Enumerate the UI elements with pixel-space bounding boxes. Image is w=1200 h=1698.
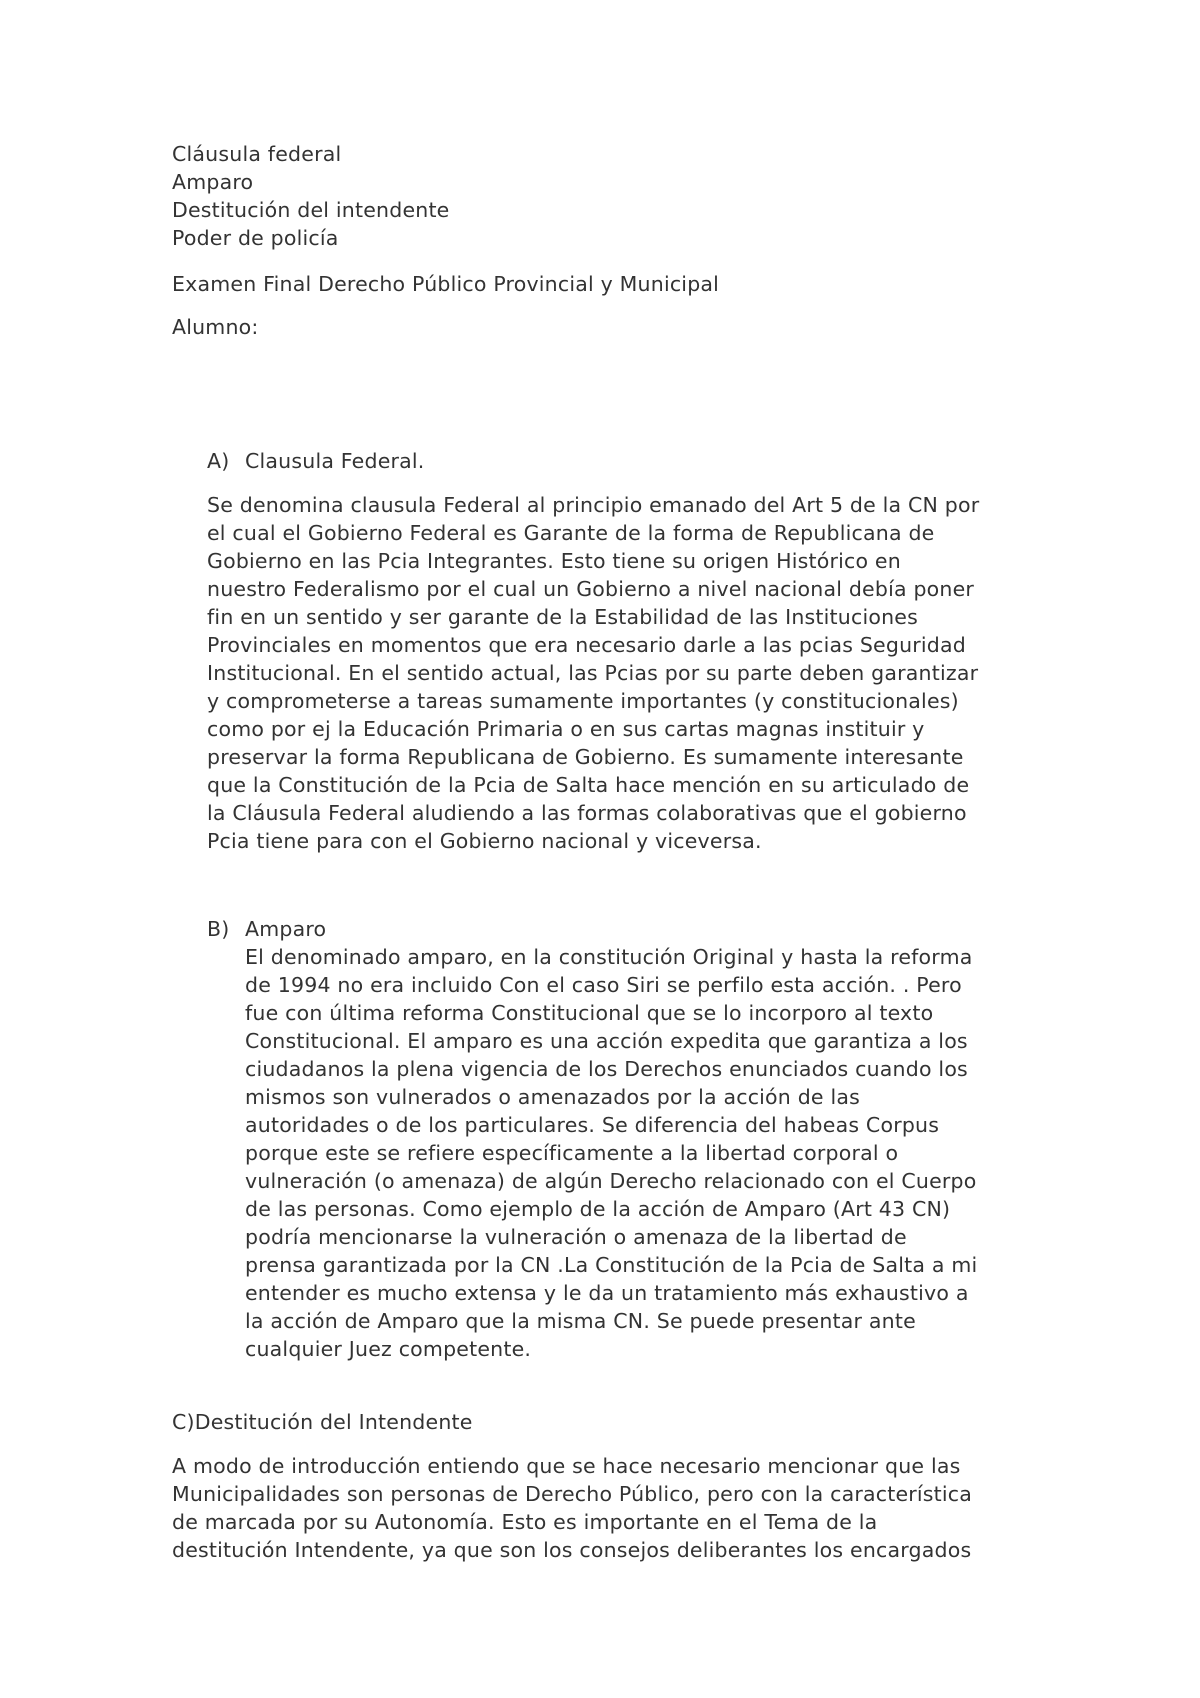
paragraph-line: nuestro Federalismo por el cual un Gobierno a nivel nacional debía poner [207, 577, 975, 601]
paragraph-line: de 1994 no era incluido Con el caso Siri se perfilo esta acción. . Pero [245, 973, 962, 997]
topic-item: Cláusula federal [172, 142, 342, 166]
paragraph-line: Institucional. En el sentido actual, las Pcias por su parte deben garantizar [207, 661, 979, 685]
paragraph-line: Municipalidades son personas de Derecho Público, pero con la característica [172, 1482, 973, 1506]
paragraph-line: la acción de Amparo que la misma CN. Se puede presentar ante [245, 1309, 916, 1333]
paragraph-line: y comprometerse a tareas sumamente importantes (y constitucionales) [207, 689, 959, 713]
paragraph-line: autoridades o de los particulares. Se diferencia del habeas Corpus [245, 1113, 940, 1137]
paragraph-line: Provinciales en momentos que era necesario darle a las pcias Seguridad [207, 633, 966, 657]
paragraph-line: como por ej la Educación Primaria o en sus cartas magnas instituir y [207, 717, 925, 741]
topic-list [172, 140, 450, 252]
paragraph-line: ciudadanos la plena vigencia de los Derechos enunciados cuando los [245, 1057, 968, 1081]
paragraph-line: Se denomina clausula Federal al principio emanado del Art 5 de la CN por [207, 493, 980, 517]
paragraph-line: el cual el Gobierno Federal es Garante de la forma de Republicana de [207, 521, 935, 545]
paragraph-line: preservar la forma Republicana de Gobierno. Es sumamente interesante [207, 745, 964, 769]
paragraph-line: destitución Intendente, ya que son los consejos deliberantes los encargados [172, 1538, 972, 1562]
section-c-heading: C)Destitución del Intendente [172, 1410, 473, 1434]
paragraph-line: fue con última reforma Constitucional que se lo incorporo al texto [245, 1001, 934, 1025]
paragraph-line: Pcia tiene para con el Gobierno nacional y viceversa. [207, 829, 762, 853]
paragraph-line: cualquier Juez competente. [245, 1337, 532, 1361]
paragraph-line: mismos son vulnerados o amenazados por la acción de las [245, 1085, 860, 1109]
section-title: Clausula Federal. [245, 449, 425, 473]
list-marker: A) [207, 449, 230, 473]
paragraph-line: porque este se refiere específicamente a la libertad corporal o [245, 1141, 899, 1165]
paragraph-line: entender es mucho extensa y le da un tratamiento más exhaustivo a [245, 1281, 969, 1305]
paragraph-line: podría mencionarse la vulneración o amenaza de la libertad de [245, 1225, 907, 1249]
paragraph-line: de las personas. Como ejemplo de la acción de Amparo (Art 43 CN) [245, 1197, 951, 1221]
paragraph-line: la Cláusula Federal aludiendo a las formas colaborativas que el gobierno [207, 801, 967, 825]
topic-item: Amparo [172, 170, 254, 194]
paragraph-line: A modo de introducción entiendo que se hace necesario mencionar que las [172, 1454, 961, 1478]
paragraph-line: Gobierno en las Pcia Integrantes. Esto tiene su origen Histórico en [207, 549, 901, 573]
topic-item: Destitución del intendente [172, 198, 450, 222]
paragraph-line: Constitucional. El amparo es una acción expedita que garantiza a los [245, 1029, 968, 1053]
section-b-paragraph [245, 943, 977, 1363]
topic-item: Poder de policía [172, 226, 339, 250]
paragraph-line: de marcada por su Autonomía. Esto es importante en el Tema de la [172, 1510, 878, 1534]
section-a-paragraph [207, 491, 979, 855]
section-b-heading [207, 915, 326, 943]
list-marker: B) [207, 917, 230, 941]
exam-title: Examen Final Derecho Público Provincial y Municipal [172, 272, 720, 296]
paragraph-line: prensa garantizada por la CN .La Constitución de la Pcia de Salta a mi [245, 1253, 978, 1277]
section-title: Amparo [245, 917, 327, 941]
paragraph-line: que la Constitución de la Pcia de Salta hace mención en su articulado de [207, 773, 970, 797]
paragraph-line: vulneración (o amenaza) de algún Derecho relacionado con el Cuerpo [245, 1169, 977, 1193]
student-label: Alumno: [172, 315, 259, 339]
paragraph-line: El denominado amparo, en la constitución Original y hasta la reforma [245, 945, 973, 969]
section-c-paragraph [172, 1452, 972, 1564]
paragraph-line: fin en un sentido y ser garante de la Estabilidad de las Instituciones [207, 605, 918, 629]
section-a-heading [207, 447, 425, 475]
